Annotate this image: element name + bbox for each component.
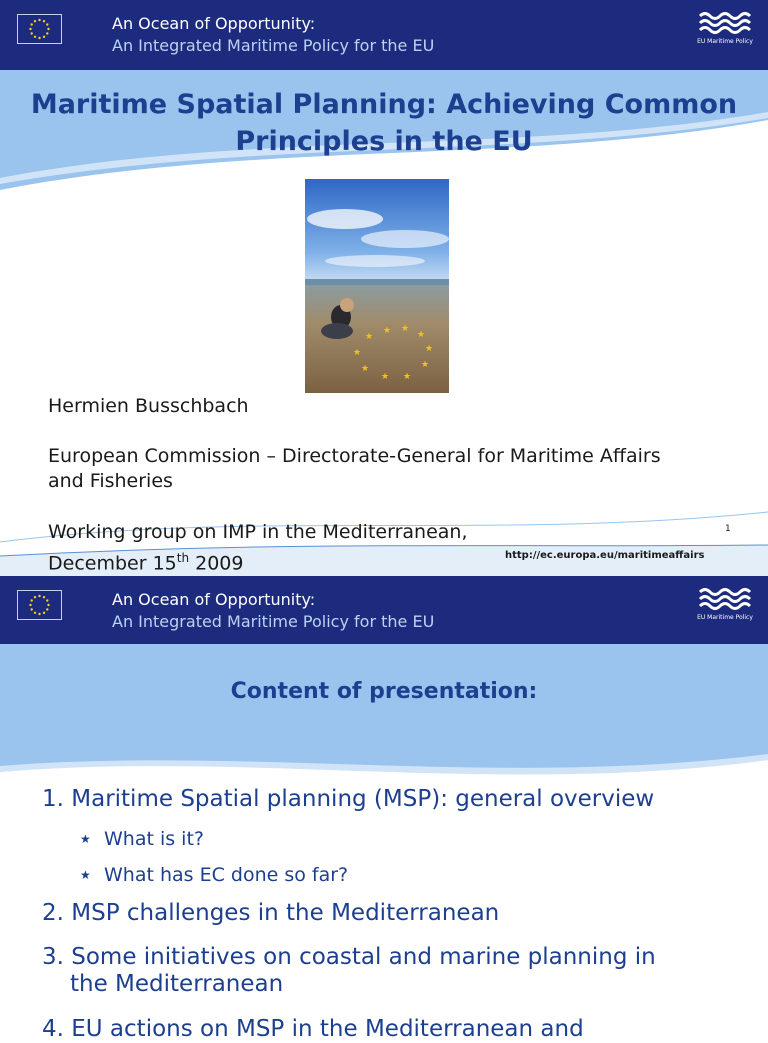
svg-text:★: ★ <box>421 360 430 370</box>
meeting-date <box>48 546 243 576</box>
svg-text:★: ★ <box>383 326 392 336</box>
agenda-item: 1. Maritime Spatial planning (MSP): general overview <box>42 786 655 812</box>
date-year: 2009 <box>189 552 244 575</box>
header-subtitle: An Integrated Maritime Policy for the EU <box>112 612 435 631</box>
slide-title: Maritime Spatial Planning: Achieving Common Principles in the EU <box>30 89 738 157</box>
svg-text:★: ★ <box>403 372 412 382</box>
date-day: December 15 <box>48 552 177 575</box>
eu-flag-icon <box>17 590 62 620</box>
organisation: European Commission – Directorate-General for Maritime Affairs and Fisheries <box>48 445 661 492</box>
header-bar <box>0 576 768 644</box>
svg-text:★: ★ <box>417 330 426 340</box>
page-number: 1 <box>725 524 731 534</box>
svg-text:★: ★ <box>361 364 370 374</box>
maritime-policy-logo-text: EU Maritime Policy <box>697 38 753 45</box>
agenda-subitem-label: What is it? <box>104 828 204 850</box>
maritime-policy-logo-text: EU Maritime Policy <box>697 614 753 621</box>
star-bullet-icon: ★ <box>80 868 91 882</box>
svg-text:★: ★ <box>401 324 410 334</box>
header-bar <box>0 0 768 70</box>
svg-text:★: ★ <box>381 372 390 382</box>
svg-text:★: ★ <box>425 344 434 354</box>
agenda-item: 3. Some initiatives on coastal and marine planning in <box>42 944 656 970</box>
svg-text:★: ★ <box>365 332 374 342</box>
website-link[interactable]: http://ec.europa.eu/maritimeaffairs <box>505 550 705 561</box>
beach-photo <box>305 179 449 393</box>
agenda-item: 2. MSP challenges in the Mediterranean <box>42 900 500 926</box>
header-title: An Ocean of Opportunity: <box>112 14 316 33</box>
svg-text:★: ★ <box>353 348 362 358</box>
slide-2 <box>0 576 768 1042</box>
star-bullet-icon: ★ <box>80 832 91 846</box>
agenda-subitem-label: What has EC done so far? <box>104 864 349 886</box>
agenda-item: 4. EU actions on MSP in the Mediterranean and <box>42 1016 584 1042</box>
agenda-subitem <box>80 862 348 889</box>
eu-flag-icon <box>17 14 62 44</box>
meeting-name: Working group on IMP in the Mediterranean, <box>48 521 468 543</box>
agenda-item-continuation: the Mediterranean <box>70 971 284 997</box>
date-ordinal: th <box>176 551 190 565</box>
slide-title: Content of presentation: <box>230 679 538 704</box>
header-title: An Ocean of Opportunity: <box>112 590 316 609</box>
header-subtitle: An Integrated Maritime Policy for the EU <box>112 36 435 55</box>
author-name: Hermien Busschbach <box>48 395 249 417</box>
agenda-subitem <box>80 826 204 853</box>
